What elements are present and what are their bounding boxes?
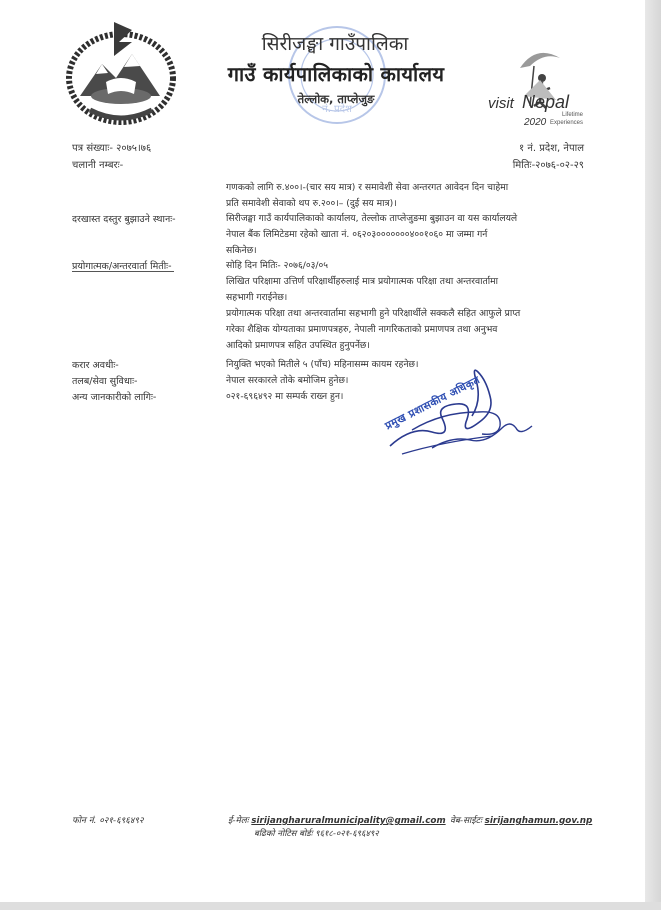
contract-value: नियुक्ति भएको मितीले ५ (पाँच) महिनासम्म कायम रहनेछ। bbox=[226, 359, 419, 370]
contract-label: करार अवधीः- bbox=[72, 360, 119, 371]
exam-label-underline bbox=[72, 271, 174, 272]
visit-text: visit bbox=[488, 95, 514, 112]
deposit-line-3: सकिनेछ। bbox=[226, 245, 257, 256]
exam-line-5: गरेका शैक्षिक योग्यताका प्रमाणपत्रहरु, नेपाली नागरिकताको प्रमाणपत्र तथा अनुभव bbox=[226, 324, 498, 335]
salary-label: तलब/सेवा सुविधाः- bbox=[72, 376, 138, 387]
exam-date: सोहि दिन मितिः- २०७६/०३/०५ bbox=[226, 260, 329, 271]
scan-edge bbox=[645, 0, 661, 910]
exam-line-6: आदिको प्रमाणपत्र सहित उपस्थित हुनुपर्नेछ। bbox=[226, 340, 370, 351]
footer-phone: फोन नं. ०२१-६९६४९२ bbox=[72, 816, 144, 826]
website-link[interactable]: sirijanghamun.gov.np bbox=[484, 816, 593, 826]
signatory-title: प्रमुख प्रशासकीय अधिकृत bbox=[383, 374, 483, 433]
year-text: 2020 bbox=[524, 117, 547, 128]
footer-email bbox=[228, 814, 446, 826]
office-name: गाउँ कार्यपालिकाको कार्यालय bbox=[227, 62, 445, 86]
exam-line-3: सहभागी गराईनेछ। bbox=[226, 292, 288, 303]
scan-bottom-edge bbox=[0, 902, 661, 910]
salary-value: नेपाल सरकारले तोके बमोजिम हुनेछ। bbox=[226, 375, 349, 386]
deposit-label: दरखास्त दस्तुर बुझाउने स्थानः- bbox=[72, 214, 176, 225]
dispatch-number: चलानी नम्बरः- bbox=[72, 160, 124, 171]
deposit-line-1: सिरीजङ्घा गाउँ कार्यपालिकाको कार्यालय, तेल्लोक ताप्लेजुङमा बुझाउन वा यस कार्यालयले bbox=[226, 213, 518, 224]
office-address: तेल्लोक, ताप्लेजुङ bbox=[297, 92, 375, 106]
lifetime-text: Lifetime bbox=[562, 112, 584, 118]
visit-nepal-logo bbox=[484, 36, 592, 132]
province: १ नं. प्रदेश, नेपाल bbox=[518, 143, 584, 154]
info-value: ०२१-६९६४९२ मा सम्पर्क राख्न हुन। bbox=[226, 391, 344, 402]
deposit-line-2: नेपाल बैंक लिमिटेडमा रहेको खाता नं. ०६२०३०००००००४००१०६० मा जम्मा गर्न bbox=[226, 229, 488, 240]
stamp-text: नं. प्रदेश bbox=[322, 104, 352, 115]
info-label: अन्य जानकारीको लागिः- bbox=[72, 392, 157, 403]
letter-number: पत्र संख्याः- २०७५।७६ bbox=[72, 143, 152, 154]
notice-board: बढिको नोटिस बोर्डः ९६१८-०२१-६९६४९२ bbox=[254, 829, 379, 839]
experiences-text: Experiences bbox=[550, 120, 584, 126]
exam-line-4: प्रयोगात्मक परिक्षा तथा अन्तरवार्तामा सहभागी हुने परिक्षार्थीले सक्कलै सहित आफुले प्राप्त bbox=[226, 308, 521, 319]
letter-date: मितिः-२०७६-०२-२९ bbox=[512, 160, 584, 171]
municipality-name: सिरीजङ्घा गाउँपालिका bbox=[261, 33, 409, 55]
email-link[interactable]: sirijangharuralmunicipality@gmail.com bbox=[251, 816, 446, 826]
email-label: ई-मेलः bbox=[228, 816, 249, 826]
fee-line-2: प्रति समावेशी सेवाको थप रु.२००।– (दुई सय मात्र)। bbox=[226, 198, 397, 209]
nepal-emblem-icon bbox=[62, 18, 180, 132]
website-label: वेब-साईटः bbox=[450, 816, 482, 826]
fee-line-1: गणकको लागि रु.४००।-(चार सय मात्र) र समावेशी सेवा अन्तरगत आवेदन दिन चाहेमा bbox=[226, 182, 509, 193]
exam-line-2: लिखित परिक्षामा उत्तिर्ण परिक्षार्थीहरुलाई मात्र प्रयोगात्मक परिक्षा तथा अन्तरवार्तामा bbox=[226, 276, 498, 287]
footer-website bbox=[450, 814, 592, 826]
nepal-text: Nepal bbox=[522, 92, 570, 112]
exam-label: प्रयोगात्मक/अन्तरवार्ता मितीः- bbox=[72, 261, 172, 272]
